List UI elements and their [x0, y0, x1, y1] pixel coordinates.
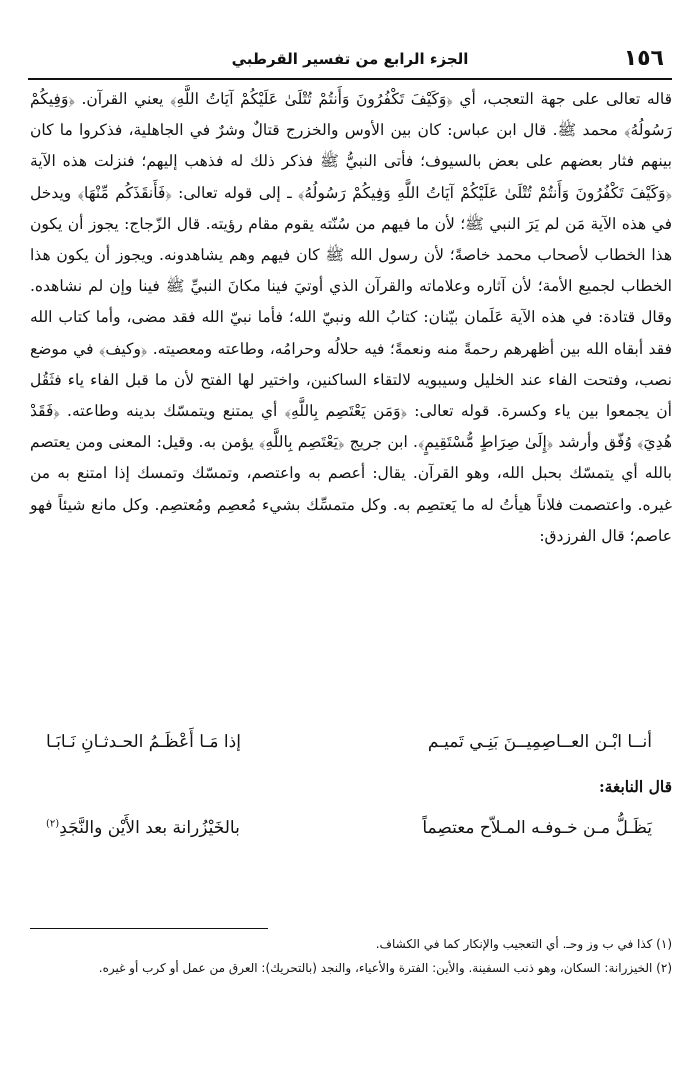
footnote-2 [30, 956, 672, 980]
verse-left-hemistich: إذا مَـا أَعْظَـمُ الحـدثـانِ نَـابَـا [46, 732, 241, 752]
footnote-divider [30, 928, 268, 929]
verse-right-hemistich: يَظَـلُّ مـن خـوفـه المـلاّح معتصِماً [422, 818, 652, 838]
footnote-ref-2: (٢) [46, 818, 60, 830]
footnote-marker: (١) [656, 937, 672, 951]
verse-farazdaq [46, 732, 652, 766]
main-text [30, 84, 672, 552]
page-header [28, 44, 672, 80]
verse-nabigha [46, 818, 652, 852]
body-paragraph: قاله تعالى على جهة التعجب، أي ﴿وَكَيْفَ تَكْفُرُونَ وَأَنتُمْ تُتْلَىٰ عَلَيْكُمْ آيَاتُ اللَّهِ﴾ يعني القرآن. ﴿وَفِيكُمْ رَسُولُهُ﴾ محمد ﷺ. قال ابن عباس: كان بين الأوس والخزرج قتالٌ وشرٌ في الجاهلية، فذكروا ما كان بينهم فثار بعضهم على بعض بالسيوف؛ فأتى النبيُّ ﷺ فذكر ذلك له فذهب إليهم؛ فنزلت هذه الآية ﴿وَكَيْفَ تَكْفُرُونَ وَأَنتُمْ تُتْلَىٰ عَلَيْكُمْ آيَاتُ اللَّهِ وَفِيكُمْ رَسُولُهُ﴾ ـ إلى قوله تعالى: ﴿فَأَنقَذَكُم مِّنْهَا﴾ ويدخل في هذه الآية مَن لم يَرَ النبي ﷺ؛ لأن ما فيهم من سُنّته يقوم مقام رؤيته. قال الزّجاج: يجوز أن يكون هذا الخطاب لأصحاب محمد خاصةً؛ لأن رسول الله ﷺ كان فيهم وهم يشاهدونه. ويجوز أن يكون هذا الخطاب لجميع الأمة؛ لأن آثاره وعلاماته والقرآن الذي أوتيَ فينا مكانَ النبيِّ ﷺ فينا وإن لم نشاهده. وقال قتادة: في هذه الآية عَلَمان بيّنان: كتابُ الله ونبيّ الله؛ فأما نبيّ الله فقد مضى، وأما كتاب الله فقد أبقاه الله بين أظهرهم رحمةً منه ونعمةً؛ فيه حلالُه وحرامُه، وطاعته ومعصيته. ﴿وكيف﴾ في موضع نصب، وفتحت الفاء عند الخليل وسيبويه لالتقاء الساكنين، واختير لها الفتح لأن ما قبل الفاء ياء فثَقُل أن يجمعوا بين ياء وكسرة. قوله تعالى: ﴿وَمَن يَعْتَصِم بِاللَّهِ﴾ أي يمتنع ويتمسّك بدينه وطاعته. ﴿فَقَدْ هُدِيَ﴾ وُفّق وأرشد ﴿إِلَىٰ صِرَاطٍ مُّسْتَقِيمٍ﴾. ابن جريج ﴿يَعْتَصِم بِاللَّهِ﴾ يؤمن به. وقيل: المعنى ومن يعتصم بالله أي يتمسّك بحبل الله، وهو القرآن. يقال: أعصم به واعتصم، وتمسّك وتمسك إذا امتنع به من غيره. واعتصمت فلاناً هيأتُ له ما يَعتصِم به. وكل متمسِّك بشيء مُعصِم ومُعتصِم. وكل مانع شيئاً فهو عاصم؛ قال الفرزدق: [30, 90, 673, 545]
running-title: الجزء الرابع من تفسير القرطبي [231, 50, 469, 68]
verse-right-hemistich: أنــا ابْـن العــاصِمِيــنَ بَنِـي تَميـم [427, 732, 652, 752]
page-number: ١٥٦ [623, 46, 664, 71]
footnote-text: كذا في ب وز وحـ. أي التعجيب والإنكار كما في الكشاف. [375, 937, 653, 951]
footnotes [30, 932, 672, 980]
footnote-marker: (٢) [656, 961, 672, 975]
verse-left-hemistich: بالخَيْزُرانة بعد الأَيْن والنَّجَدِ$^{(٢)}$ [46, 818, 240, 838]
footnote-1 [30, 932, 672, 956]
verse-intro-nabigha: قال النابغة: [598, 777, 672, 796]
footnote-text: الخيزرانة: السكان، وهو ذنب السفينة. والأين: الفترة والأعياء، والنجد (بالتحريك): العرق من عمل أو كرب أو غيره. [98, 961, 653, 975]
